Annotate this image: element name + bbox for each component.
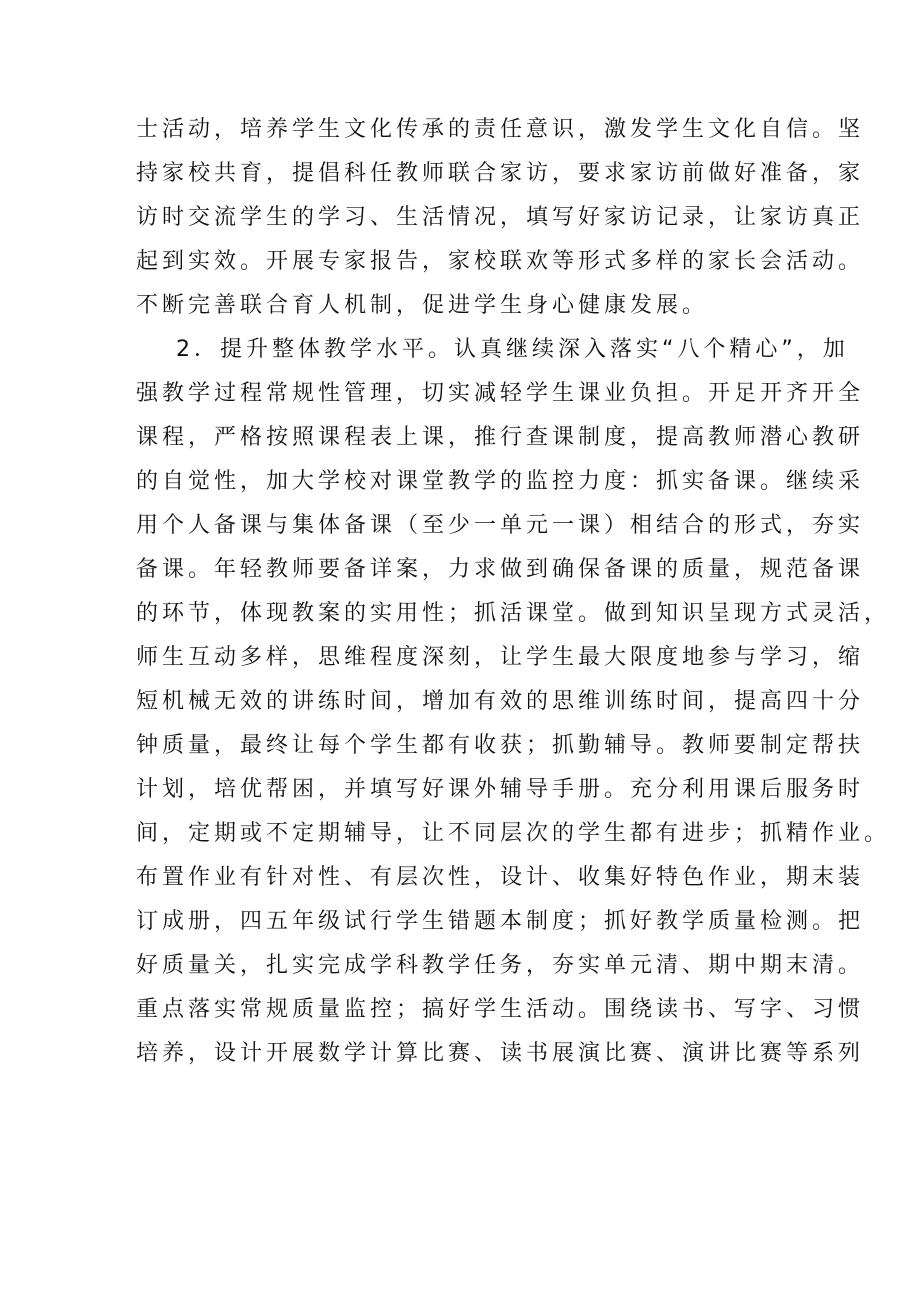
text-line: 计划，培优帮困，并填写好课外辅导手册。充分利用课后服务时 — [136, 777, 865, 802]
text-line: 布置作业有针对性、有层次性，设计、收集好特色作业，期末装 — [136, 865, 865, 890]
text-line: 不断完善联合育人机制，促进学生身心健康发展。 — [136, 293, 709, 318]
text-line: 课程，严格按照课程表上课，推行查课制度，提高教师潜心教研 — [136, 425, 865, 450]
text-line: 钟质量，最终让每个学生都有收获；抓勤辅导。教师要制定帮扶 — [136, 733, 865, 758]
text-line: 好质量关，扎实完成学科教学任务，夯实单元清、期中期末清。 — [136, 953, 865, 978]
text-line: 持家校共育，提倡科任教师联合家访，要求家访前做好准备，家 — [136, 161, 865, 186]
text-line: 起到实效。开展专家报告，家校联欢等形式多样的家长会活动。 — [136, 249, 865, 274]
body-text — [136, 108, 891, 1076]
text-line: 重点落实常规质量监控；搞好学生活动。围绕读书、写字、习惯 — [136, 997, 865, 1022]
text-line: 培养，设计开展数学计算比赛、读书展演比赛、演讲比赛等系列 — [136, 1041, 865, 1066]
text-line: 间，定期或不定期辅导，让不同层次的学生都有进步；抓精作业。 — [136, 821, 891, 846]
text-line: 备课。年轻教师要备详案，力求做到确保备课的质量，规范备课 — [136, 557, 865, 582]
text-line: 的环节，体现教案的实用性；抓活课堂。做到知识呈现方式灵活， — [136, 601, 891, 626]
text-line: 士活动，培养学生文化传承的责任意识，激发学生文化自信。坚 — [136, 117, 865, 142]
text-line: 用个人备课与集体备课（至少一单元一课）相结合的形式，夯实 — [136, 513, 865, 538]
text-line: 师生互动多样，思维程度深刻，让学生最大限度地参与学习，缩 — [136, 645, 865, 670]
text-line: 短机械无效的讲练时间，增加有效的思维训练时间，提高四十分 — [136, 689, 865, 714]
text-line: 的自觉性，加大学校对课堂教学的监控力度：抓实备课。继续采 — [136, 469, 865, 494]
text-line: 订成册，四五年级试行学生错题本制度；抓好教学质量检测。把 — [136, 909, 865, 934]
section-heading-line: 2．提升整体教学水平。认真继续深入落实“八个精心”，加 — [176, 337, 849, 362]
text-line: 访时交流学生的学习、生活情况，填写好家访记录，让家访真正 — [136, 205, 865, 230]
text-line: 强教学过程常规性管理，切实减轻学生课业负担。开足开齐开全 — [136, 381, 865, 406]
